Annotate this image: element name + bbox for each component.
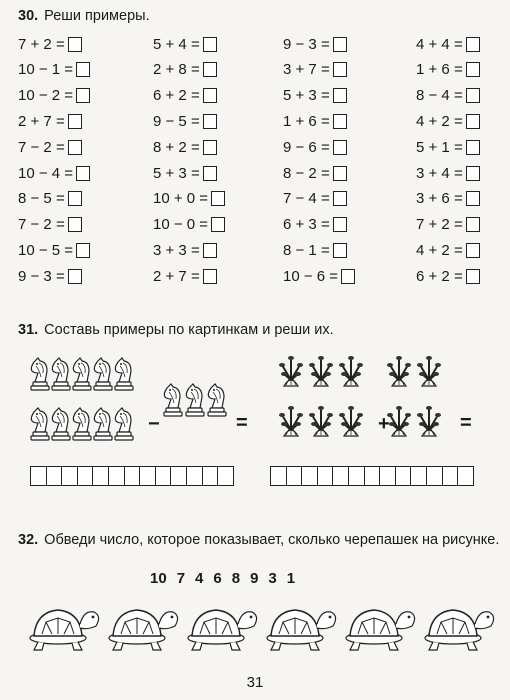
exercise-text: 7 + 2 =	[416, 216, 463, 234]
exercise-text: 7 − 2 =	[18, 138, 65, 156]
exercise-item	[283, 214, 347, 236]
answer-box[interactable]	[466, 88, 480, 103]
answer-box[interactable]	[466, 243, 480, 258]
exercise-text: 10 − 6 =	[283, 267, 339, 285]
chess-knight-icon	[94, 358, 112, 390]
task31-number: 31.	[18, 322, 39, 338]
exercise-text: 5 + 3 =	[153, 164, 200, 182]
answer-cell[interactable]	[348, 466, 365, 486]
task30-heading	[18, 8, 150, 24]
page-number: 31	[246, 674, 264, 691]
answer-box[interactable]	[203, 140, 217, 155]
answer-cell[interactable]	[61, 466, 78, 486]
flower-plant-icon	[339, 356, 363, 386]
answer-cell[interactable]	[379, 466, 396, 486]
answer-cell[interactable]	[155, 466, 172, 486]
chess-knight-icon	[94, 408, 112, 440]
task31-left-equals-sign: =	[236, 412, 248, 434]
exercise-item	[18, 265, 82, 287]
exercise-text: 2 + 8 =	[153, 61, 200, 79]
answer-cell[interactable]	[317, 466, 334, 486]
exercise-item	[416, 162, 480, 184]
exercise-item	[18, 59, 90, 81]
answer-box[interactable]	[68, 191, 82, 206]
flower-plant-icon	[279, 356, 303, 386]
chess-knight-icon	[164, 384, 182, 416]
turtle-icon	[109, 610, 178, 650]
task32-heading	[18, 532, 499, 548]
answer-cell[interactable]	[442, 466, 459, 486]
answer-cell[interactable]	[332, 466, 349, 486]
exercise-item	[153, 162, 217, 184]
answer-cell[interactable]	[77, 466, 94, 486]
exercise-item	[416, 136, 480, 158]
exercise-item	[153, 265, 217, 287]
exercise-item	[153, 33, 217, 55]
answer-box[interactable]	[466, 114, 480, 129]
chess-knight-icon	[31, 358, 49, 390]
exercise-item	[18, 162, 90, 184]
exercise-item	[416, 59, 480, 81]
exercise-text: 3 + 6 =	[416, 190, 463, 208]
exercise-text: 10 − 4 =	[18, 164, 74, 182]
answer-cell[interactable]	[202, 466, 219, 486]
exercise-item	[18, 214, 82, 236]
exercise-text: 10 − 1 =	[18, 61, 74, 79]
exercise-text: 7 − 2 =	[18, 216, 65, 234]
chess-knight-icon	[208, 384, 226, 416]
number-option[interactable]: 9	[250, 570, 259, 587]
flower-plant-icon	[339, 406, 363, 436]
number-option[interactable]: 7	[176, 570, 186, 587]
exercise-text: 7 − 4 =	[283, 190, 330, 208]
answer-box[interactable]	[466, 140, 480, 155]
exercise-text: 4 + 2 =	[416, 241, 463, 259]
exercise-item	[18, 188, 82, 210]
answer-box[interactable]	[203, 114, 217, 129]
task30-title: Реши примеры.	[44, 8, 150, 24]
chess-knight-icon	[52, 408, 70, 440]
answer-cell[interactable]	[286, 466, 303, 486]
answer-box[interactable]	[466, 166, 480, 181]
exercise-item	[416, 85, 480, 107]
exercise-item	[153, 59, 217, 81]
exercise-text: 9 − 3 =	[18, 267, 65, 285]
exercise-text: 2 + 7 =	[153, 267, 200, 285]
exercise-text: 10 − 5 =	[18, 241, 74, 259]
answer-cell[interactable]	[139, 466, 156, 486]
exercise-text: 8 − 5 =	[18, 190, 65, 208]
answer-box[interactable]	[333, 140, 347, 155]
task30-exercise-grid	[18, 33, 508, 283]
turtle-icon	[425, 610, 494, 650]
exercise-item	[153, 188, 225, 210]
exercise-item	[153, 239, 217, 261]
task31-right-picture	[270, 350, 510, 450]
exercise-text: 5 + 4 =	[153, 35, 200, 53]
task32-number: 32.	[18, 532, 39, 548]
flower-plant-icon	[279, 406, 303, 436]
exercise-item	[283, 33, 347, 55]
exercise-item	[283, 59, 347, 81]
number-option[interactable]: 3	[268, 570, 277, 587]
exercise-text: 10 − 2 =	[18, 87, 74, 105]
exercise-item	[153, 136, 217, 158]
task32-title: Обведи число, которое показывает, сколько черепашек на рисунке.	[44, 532, 500, 548]
flower-plant-icon	[387, 406, 411, 436]
answer-cell[interactable]	[108, 466, 125, 486]
answer-cell[interactable]	[270, 466, 287, 486]
turtle-icon	[346, 610, 415, 650]
exercise-text: 2 + 7 =	[18, 112, 65, 130]
exercise-item	[153, 110, 217, 132]
answer-box[interactable]	[333, 62, 347, 77]
exercise-text: 4 + 2 =	[416, 112, 463, 130]
answer-cell[interactable]	[46, 466, 63, 486]
task31-heading	[18, 322, 334, 338]
number-option[interactable]: 6	[213, 570, 222, 587]
answer-cell[interactable]	[170, 466, 187, 486]
exercise-item	[283, 136, 347, 158]
answer-box[interactable]	[68, 37, 82, 52]
exercise-item	[18, 136, 82, 158]
answer-box[interactable]	[203, 62, 217, 77]
exercise-item	[416, 188, 480, 210]
flower-plant-icon	[417, 406, 441, 436]
flower-plant-icon	[387, 356, 411, 386]
exercise-text: 1 + 6 =	[283, 112, 330, 130]
exercise-text: 1 + 6 =	[416, 61, 463, 79]
exercise-text: 7 + 2 =	[18, 35, 65, 53]
chess-knight-icon	[115, 408, 133, 440]
exercise-text: 5 + 1 =	[416, 138, 463, 156]
answer-box[interactable]	[76, 62, 90, 77]
number-option[interactable]: 1	[286, 570, 296, 587]
answer-cell[interactable]	[410, 466, 427, 486]
number-option[interactable]: 4	[195, 570, 204, 587]
exercise-text: 8 − 1 =	[283, 241, 330, 259]
turtle-icon	[188, 610, 257, 650]
answer-cell[interactable]	[457, 466, 474, 486]
answer-box[interactable]	[466, 269, 480, 284]
exercise-item	[416, 239, 480, 261]
answer-box[interactable]	[333, 114, 347, 129]
exercise-item	[416, 33, 480, 55]
number-option[interactable]: 10	[150, 570, 167, 587]
flower-plant-icon	[309, 406, 333, 436]
exercise-text: 9 − 6 =	[283, 138, 330, 156]
answer-box[interactable]	[466, 191, 480, 206]
exercise-text: 6 + 2 =	[416, 267, 463, 285]
chess-knight-icon	[73, 358, 91, 390]
answer-box[interactable]	[333, 243, 347, 258]
answer-box[interactable]	[76, 88, 90, 103]
exercise-item	[283, 162, 347, 184]
exercise-text: 8 − 4 =	[416, 87, 463, 105]
answer-cell[interactable]	[217, 466, 234, 486]
exercise-item	[18, 85, 90, 107]
exercise-item	[18, 110, 82, 132]
exercise-text: 6 + 2 =	[153, 87, 200, 105]
exercise-item	[283, 110, 347, 132]
exercise-item	[283, 85, 347, 107]
answer-cell[interactable]	[92, 466, 109, 486]
answer-box[interactable]	[76, 166, 90, 181]
answer-box[interactable]	[68, 114, 82, 129]
answer-cell[interactable]	[30, 466, 47, 486]
chess-knight-icon	[52, 358, 70, 390]
answer-cell[interactable]	[186, 466, 203, 486]
task31-right-answer-cells[interactable]	[270, 466, 473, 486]
answer-box[interactable]	[466, 217, 480, 232]
exercise-text: 4 + 4 =	[416, 35, 463, 53]
exercise-text: 6 + 3 =	[283, 216, 330, 234]
exercise-text: 9 − 3 =	[283, 35, 330, 53]
answer-box[interactable]	[68, 217, 82, 232]
exercise-item	[416, 265, 480, 287]
chess-knight-icon	[186, 384, 204, 416]
exercise-text: 8 − 2 =	[283, 164, 330, 182]
answer-box[interactable]	[333, 191, 347, 206]
answer-box[interactable]	[203, 243, 217, 258]
exercise-text: 3 + 3 =	[153, 241, 200, 259]
number-option[interactable]: 8	[231, 570, 241, 587]
task31-minus-sign: −	[148, 413, 160, 435]
answer-box[interactable]	[76, 243, 90, 258]
answer-box[interactable]	[333, 166, 347, 181]
exercise-item	[283, 188, 347, 210]
task31-right-equals-sign: =	[460, 412, 472, 434]
turtle-icon	[30, 610, 99, 650]
exercise-text: 8 + 2 =	[153, 138, 200, 156]
answer-box[interactable]	[68, 140, 82, 155]
answer-box[interactable]	[203, 166, 217, 181]
exercise-text: 3 + 4 =	[416, 164, 463, 182]
task31-left-picture	[0, 350, 260, 450]
flower-plant-icon	[309, 356, 333, 386]
exercise-text: 5 + 3 =	[283, 87, 330, 105]
turtle-icon	[267, 610, 336, 650]
answer-cell[interactable]	[124, 466, 141, 486]
answer-box[interactable]	[333, 88, 347, 103]
answer-box[interactable]	[203, 269, 217, 284]
exercise-text: 10 + 0 =	[153, 190, 209, 208]
task32-turtles-picture	[20, 598, 500, 658]
exercise-text: 9 − 5 =	[153, 112, 200, 130]
answer-box[interactable]	[341, 269, 355, 284]
answer-box[interactable]	[68, 269, 82, 284]
answer-box[interactable]	[333, 37, 347, 52]
task32-number-options	[150, 570, 295, 587]
exercise-item	[416, 214, 480, 236]
chess-knight-icon	[115, 358, 133, 390]
answer-box[interactable]	[203, 88, 217, 103]
exercise-item	[18, 239, 90, 261]
exercise-item	[283, 265, 355, 287]
answer-cell[interactable]	[364, 466, 381, 486]
answer-box[interactable]	[466, 37, 480, 52]
answer-box[interactable]	[211, 217, 225, 232]
task31-plus-sign: +	[378, 413, 390, 435]
task31-title: Составь примеры по картинкам и реши их.	[44, 322, 334, 338]
answer-cell[interactable]	[426, 466, 443, 486]
answer-box[interactable]	[203, 37, 217, 52]
task30-number: 30.	[18, 8, 39, 24]
task31-left-answer-cells[interactable]	[30, 466, 233, 486]
chess-knight-icon	[73, 408, 91, 440]
exercise-item	[283, 239, 347, 261]
answer-cell[interactable]	[395, 466, 412, 486]
flower-plant-icon	[417, 356, 441, 386]
exercise-text: 10 − 0 =	[153, 216, 209, 234]
answer-cell[interactable]	[301, 466, 318, 486]
exercise-item	[153, 214, 225, 236]
chess-knight-icon	[31, 408, 49, 440]
answer-box[interactable]	[333, 217, 347, 232]
exercise-text: 3 + 7 =	[283, 61, 330, 79]
exercise-item	[18, 33, 82, 55]
exercise-item	[153, 85, 217, 107]
exercise-item	[416, 110, 480, 132]
answer-box[interactable]	[466, 62, 480, 77]
answer-box[interactable]	[211, 191, 225, 206]
